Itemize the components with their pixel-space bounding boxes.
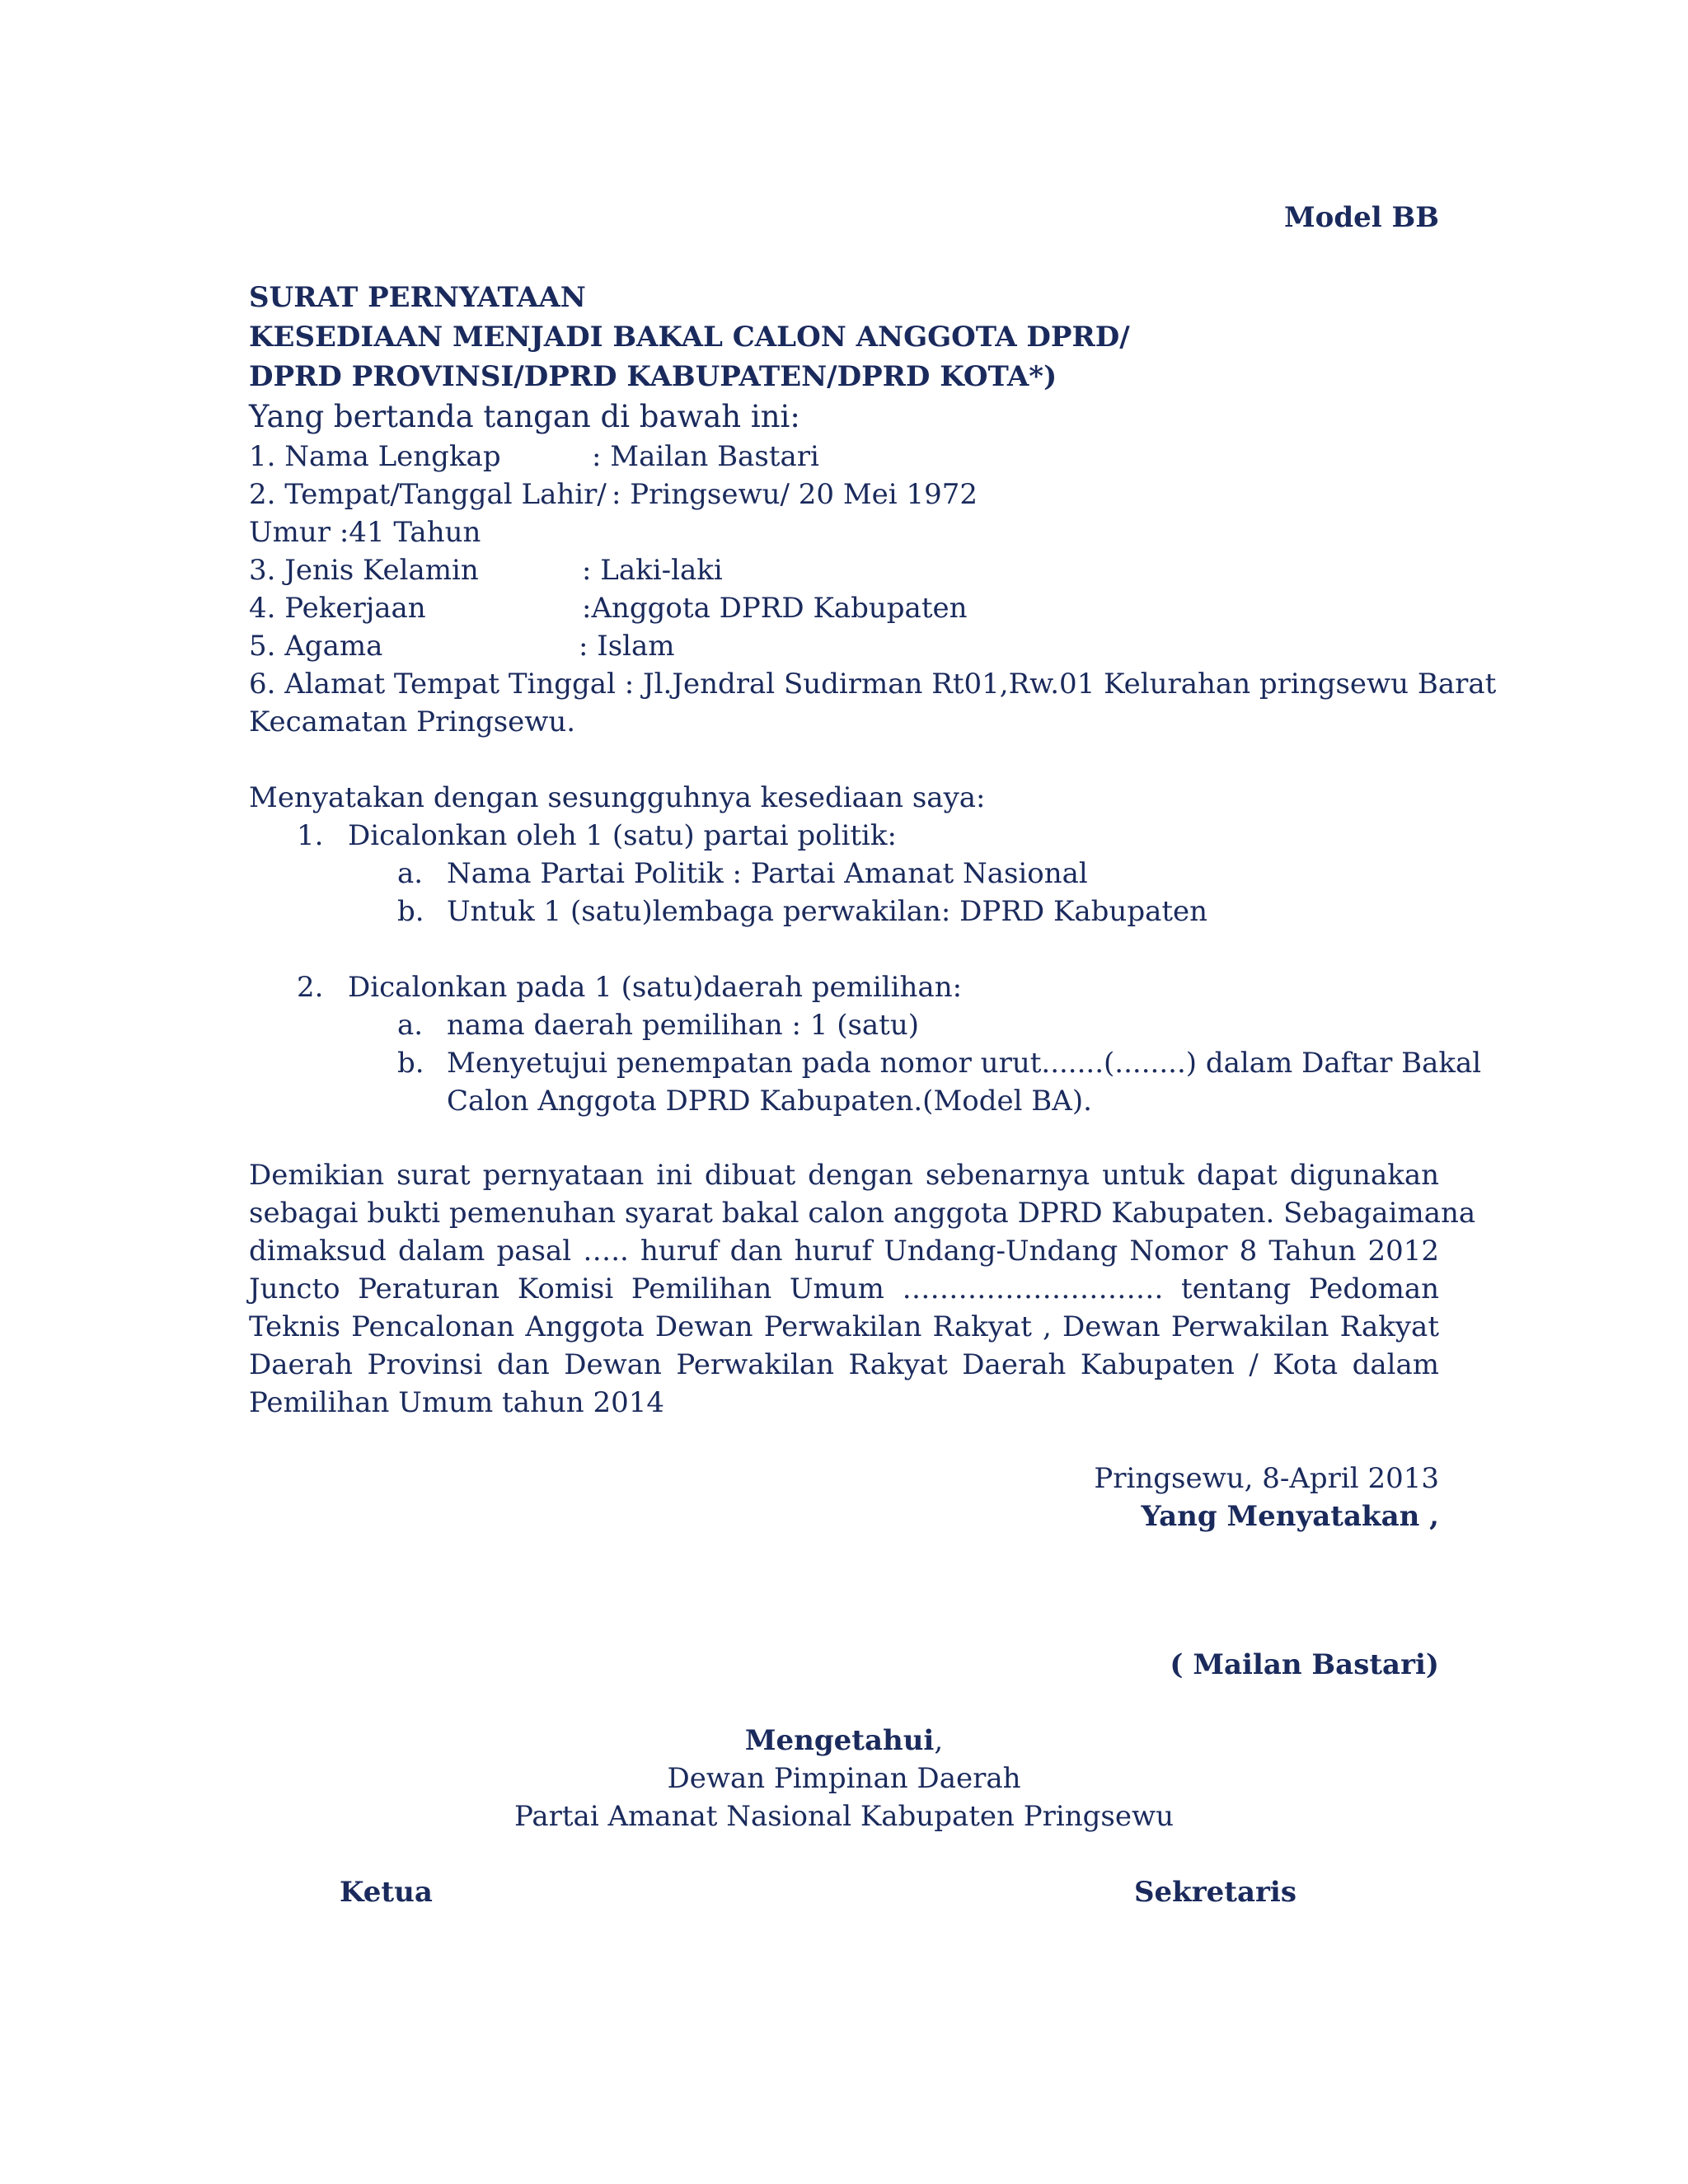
sekretaris-label: Sekretaris <box>1134 1876 1296 1909</box>
field-alamat-line-2: Kecamatan Pringsewu. <box>249 705 576 738</box>
statement-item-1b-letter: b. <box>397 895 424 928</box>
acknowledgement-title: Mengetahui <box>744 1724 935 1757</box>
title-line-2: KESEDIAAN MENJADI BAKAL CALON ANGGOTA DPRD/ <box>249 321 1130 354</box>
title-line-1: SURAT PERNYATAAN <box>249 281 586 314</box>
statement-item-2-text: Dicalonkan pada 1 (satu)daerah pemilihan: <box>348 971 963 1004</box>
field-value-jenis-kelamin: : Laki-laki <box>582 554 723 587</box>
signer-role: Yang Menyatakan , <box>1141 1500 1439 1533</box>
statement-item-2b-line-1: Menyetujui penempatan pada nomor urut.......(........) dalam Daftar Bakal <box>447 1047 1482 1080</box>
field-umur: Umur :41 Tahun <box>249 516 481 549</box>
field-value-pekerjaan: :Anggota DPRD Kabupaten <box>582 592 968 625</box>
statement-item-2b-letter: b. <box>397 1047 424 1080</box>
closing-line-4: Juncto Peraturan Komisi Pemilihan Umum ………………………. tentang Pedoman <box>249 1272 1439 1305</box>
statement-item-1b-text: Untuk 1 (satu)lembaga perwakilan: DPRD Kabupaten <box>447 895 1208 928</box>
ketua-label: Ketua <box>340 1876 433 1909</box>
field-label-nama: 1. Nama Lengkap <box>249 440 501 473</box>
closing-line-7: Pemilihan Umum tahun 2014 <box>249 1386 665 1419</box>
intro-text: Yang bertanda tangan di bawah ini: <box>249 399 800 434</box>
field-label-jenis-kelamin: 3. Jenis Kelamin <box>249 554 479 587</box>
statement-item-1-text: Dicalonkan oleh 1 (satu) partai politik: <box>348 819 897 852</box>
acknowledgement-line-1: Dewan Pimpinan Daerah <box>667 1762 1021 1795</box>
statement-intro: Menyatakan dengan sesungguhnya kesediaan saya: <box>249 781 986 814</box>
field-label-agama: 5. Agama <box>249 630 383 663</box>
statement-item-1a-letter: a. <box>397 857 424 890</box>
title-line-3: DPRD PROVINSI/DPRD KABUPATEN/DPRD KOTA*) <box>249 360 1057 393</box>
signer-name: ( Mailan Bastari) <box>1170 1648 1439 1681</box>
acknowledgement-title-row <box>0 1722 1688 1759</box>
closing-line-1: Demikian surat pernyataan ini dibuat dengan sebenarnya untuk dapat digunakan <box>249 1159 1439 1192</box>
closing-line-5: Teknis Pencalonan Anggota Dewan Perwakilan Rakyat , Dewan Perwakilan Rakyat <box>249 1310 1439 1343</box>
statement-item-2a-letter: a. <box>397 1009 424 1042</box>
statement-item-2a-text: nama daerah pemilihan : 1 (satu) <box>447 1009 920 1042</box>
statement-item-2-number: 2. <box>297 971 324 1004</box>
statement-item-1a-text: Nama Partai Politik : Partai Amanat Nasional <box>447 857 1088 890</box>
acknowledgement-comma: , <box>934 1724 944 1757</box>
field-alamat-line-1: 6. Alamat Tempat Tinggal : Jl.Jendral Sudirman Rt01,Rw.01 Kelurahan pringsewu Barat <box>249 668 1497 701</box>
field-value-agama: : Islam <box>579 630 675 663</box>
acknowledgement-line-2: Partai Amanat Nasional Kabupaten Pringsewu <box>514 1800 1174 1833</box>
model-label: Model BB <box>1284 201 1439 234</box>
closing-line-3: dimaksud dalam pasal ….. huruf dan huruf Undang-Undang Nomor 8 Tahun 2012 <box>249 1235 1439 1268</box>
field-label-pekerjaan: 4. Pekerjaan <box>249 592 426 625</box>
place-date: Pringsewu, 8-April 2013 <box>1094 1462 1439 1495</box>
field-label-ttl: 2. Tempat/Tanggal Lahir/ <box>249 478 607 511</box>
closing-line-2: sebagai bukti pemenuhan syarat bakal calon anggota DPRD Kabupaten. Sebagaimana <box>249 1197 1476 1230</box>
field-value-ttl: : Pringsewu/ 20 Mei 1972 <box>612 478 978 511</box>
statement-item-1-number: 1. <box>297 819 324 852</box>
field-value-nama: : Mailan Bastari <box>592 440 819 473</box>
statement-item-2b-line-2: Calon Anggota DPRD Kabupaten.(Model BA). <box>447 1085 1092 1118</box>
closing-line-6: Daerah Provinsi dan Dewan Perwakilan Rakyat Daerah Kabupaten / Kota dalam <box>249 1348 1439 1381</box>
